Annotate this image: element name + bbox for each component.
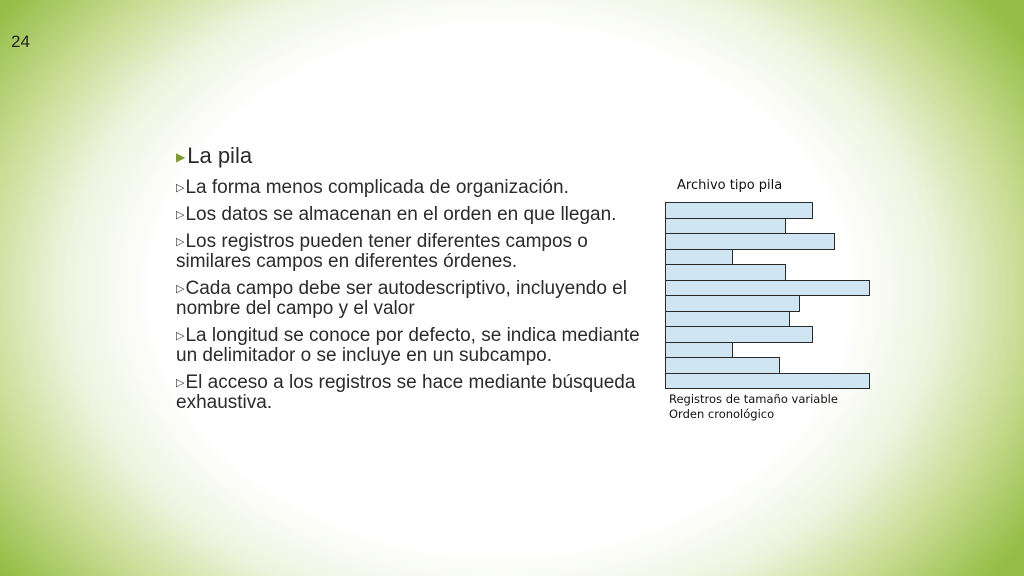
- hollow-triangle-bullet-icon: ▷: [176, 209, 185, 221]
- record-bar: [665, 202, 813, 219]
- bullet-item-text: Los registros pueden tener diferentes campos o similares campos en diferentes órdenes.: [176, 231, 588, 272]
- bullet-item-text: La longitud se conoce por defecto, se indica mediante un delimitador o se incluye en un subcampo.: [176, 325, 640, 366]
- hollow-triangle-bullet-icon: ▷: [176, 283, 185, 295]
- record-bar: [665, 357, 780, 374]
- bullet-list: [176, 178, 646, 413]
- slide-heading: [176, 143, 646, 170]
- bullet-item-text: La forma menos complicada de organización.: [185, 177, 569, 198]
- record-bar: [665, 342, 733, 359]
- bullet-item: [176, 205, 646, 225]
- record-bar: [665, 280, 870, 297]
- page-number: 24: [11, 32, 30, 51]
- hollow-triangle-bullet-icon: ▷: [176, 236, 185, 248]
- record-bar: [665, 264, 786, 281]
- record-bar: [665, 233, 835, 250]
- bullet-item-text: Los datos se almacenan en el orden en que llegan.: [185, 204, 617, 225]
- triangle-bullet-icon: ▶: [176, 150, 186, 164]
- diagram-caption: [669, 392, 885, 422]
- bullet-item-text: El acceso a los registros se hace mediante búsqueda exhaustiva.: [176, 372, 636, 413]
- record-bar: [665, 326, 813, 343]
- bullet-item: [176, 178, 646, 198]
- bullet-item: [176, 326, 646, 366]
- slide-content: [176, 143, 646, 420]
- bullet-item: [176, 279, 646, 319]
- record-bar: [665, 218, 786, 235]
- record-bar: [665, 373, 870, 390]
- bullet-item-text: Cada campo debe ser autodescriptivo, incluyendo el nombre del campo y el valor: [176, 278, 627, 319]
- record-bar: [665, 249, 733, 266]
- slide-heading-text: La pila: [187, 143, 253, 168]
- hollow-triangle-bullet-icon: ▷: [176, 377, 185, 389]
- record-stack: [665, 200, 885, 386]
- caption-line-2: Orden cronológico: [669, 407, 775, 421]
- bullet-item: [176, 232, 646, 272]
- bullet-item: [176, 373, 646, 413]
- diagram-title: Archivo tipo pila: [677, 178, 783, 193]
- stack-file-diagram: [665, 178, 885, 422]
- hollow-triangle-bullet-icon: ▷: [176, 182, 185, 194]
- caption-line-1: Registros de tamaño variable: [669, 392, 838, 406]
- record-bar: [665, 311, 790, 328]
- record-bar: [665, 295, 800, 312]
- hollow-triangle-bullet-icon: ▷: [176, 330, 185, 342]
